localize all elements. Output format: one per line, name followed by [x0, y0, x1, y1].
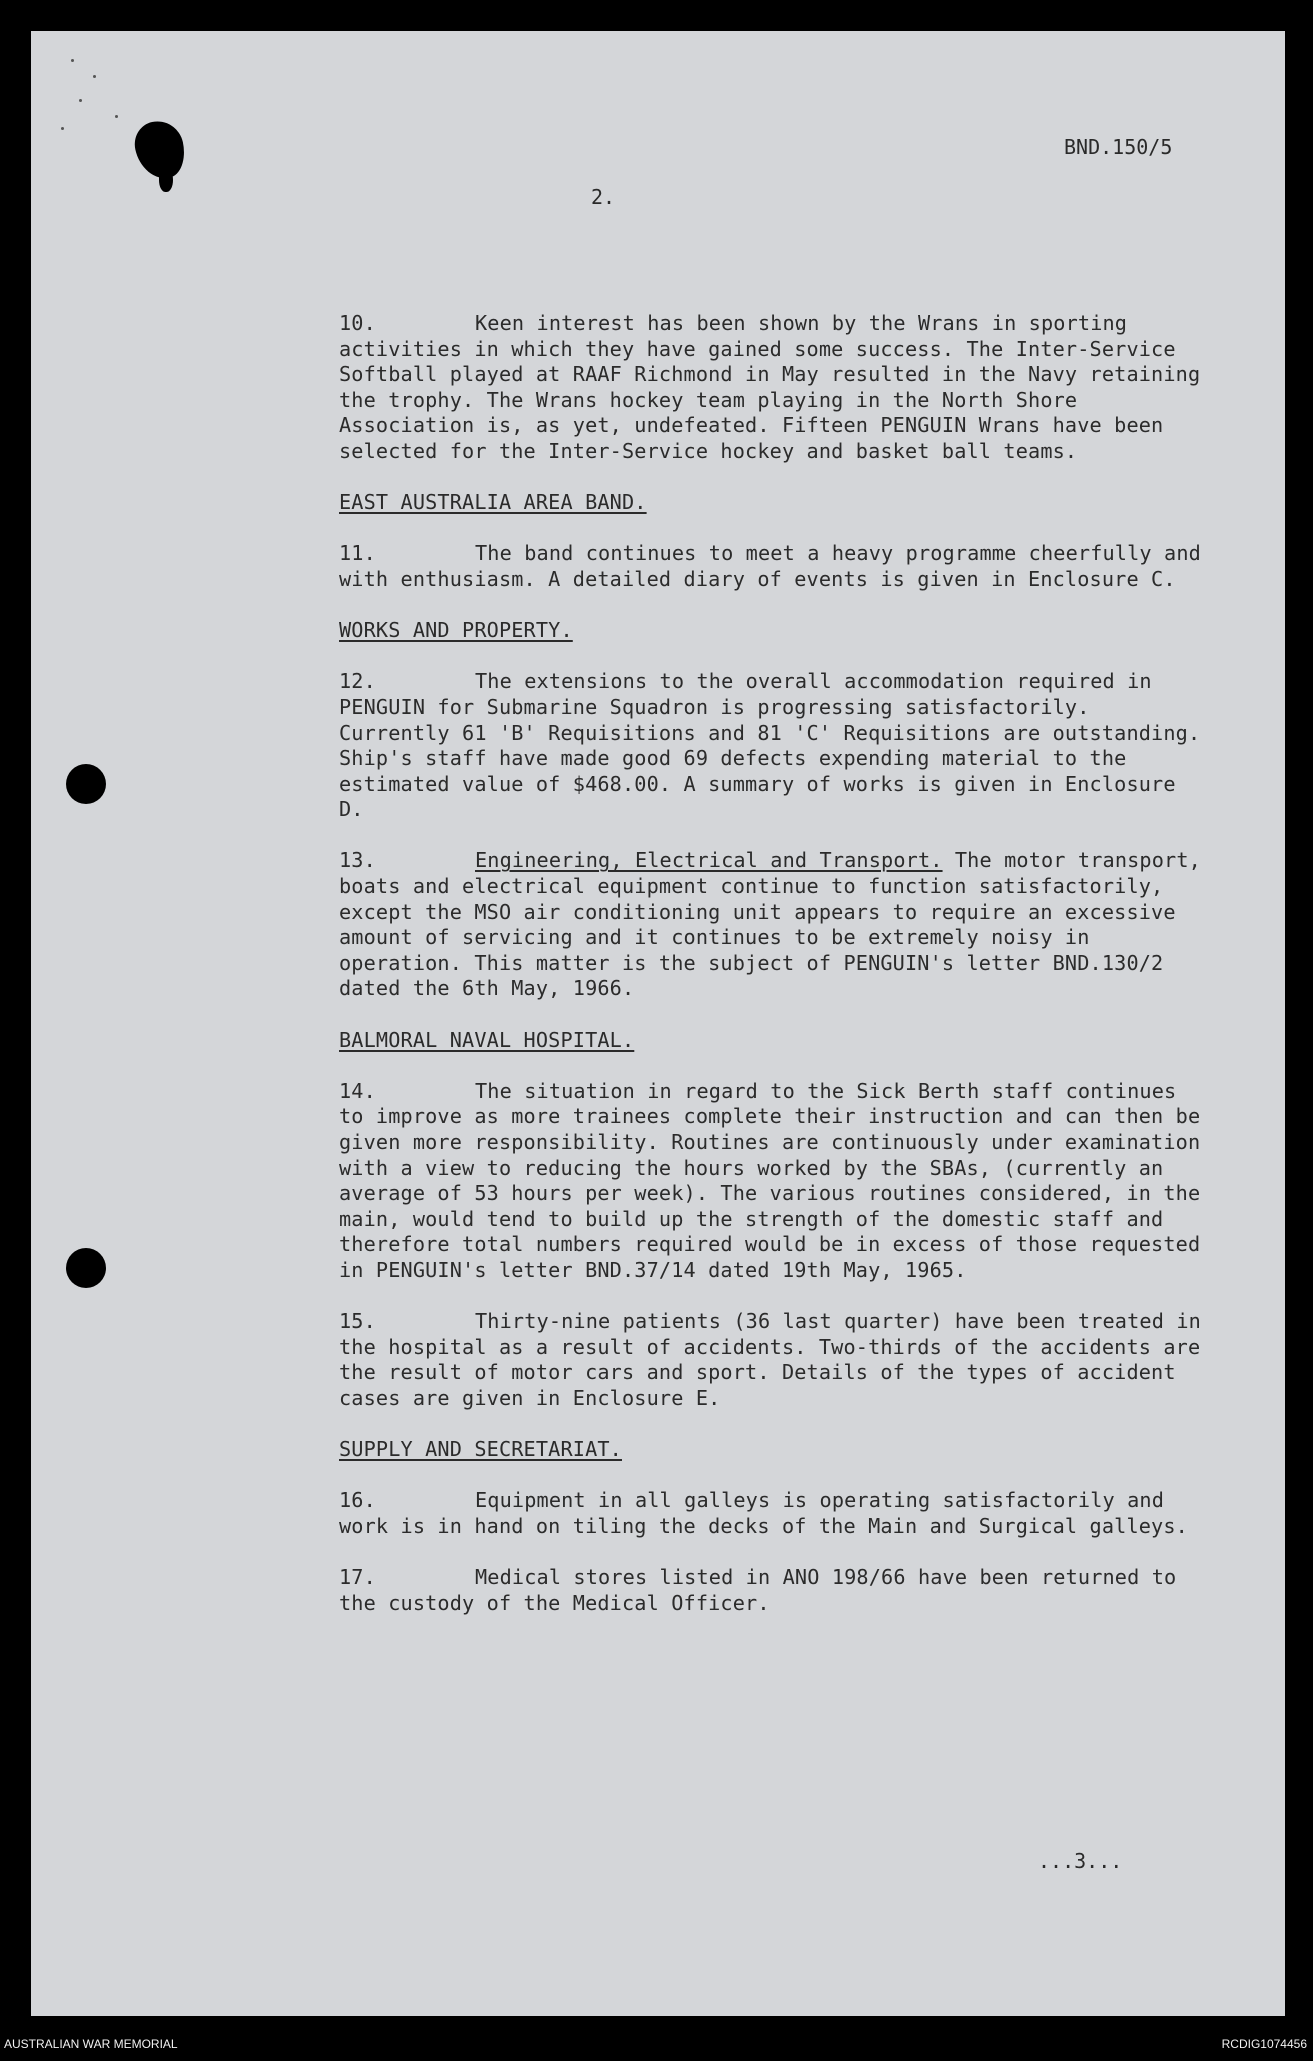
document-body: [339, 311, 1214, 1642]
ink-blot-tail: [159, 166, 173, 192]
paper-speck: [61, 127, 64, 130]
paragraph-13: [339, 848, 1214, 1002]
paragraph-text: The situation in regard to the Sick Berth staff continues to improve as more trainees complete their instruction and can then be given more responsibility. Routines are continuously under examination with a view to reducing the hours worked by the SBAs, (currently an average of 53 hours per week). The various routines considered, in the main, would tend to build up the strength of the domestic staff and therefore total numbers required would be in excess of those requested in PENGUIN's letter BND.37/14 dated 19th May, 1965.: [339, 1078, 1213, 1282]
paragraph-number: 12.: [339, 669, 376, 694]
section-heading-hospital: BALMORAL NAVAL HOSPITAL.: [339, 1027, 635, 1052]
punch-hole-bottom: [66, 1248, 106, 1288]
punch-hole-top: [66, 764, 106, 804]
paper-speck: [71, 59, 74, 62]
paragraph-number: 17.: [339, 1565, 376, 1590]
paragraph-text: Thirty-nine patients (36 last quarter) have been treated in the hospital as a result of accidents. Two-thirds of the accidents are the result of motor cars and sport. Details of the types of accident cases are given in Enclosure E.: [339, 1309, 1214, 1410]
section-heading-supply: SUPPLY AND SECRETARIAT.: [339, 1437, 622, 1462]
paragraph-14: [339, 1078, 1213, 1284]
continuation-marker: ...3...: [1038, 1849, 1123, 1873]
paragraph-text: The extensions to the overall accommodation required in PENGUIN for Submarine Squadron is progressing satisfactorily. Currently 61 'B' Requisitions and 81 'C' Requisitions are outstanding. Ship's staff have made good 69 defects expending material to the estimated value of $468.00. A summary of works is given in Enclosure D.: [339, 669, 1213, 822]
paper-speck: [115, 115, 118, 118]
paragraph-text: The motor transport, boats and electrical equipment continue to function satisfactorily, except the MSO air conditioning unit appears to require an excessive amount of servicing and it continues to be extremely noisy in operation. This matter is the subject of PENGUIN's letter BND.130/2 dated the 6th May, 1966.: [339, 848, 1214, 1001]
paragraph-12: [339, 669, 1213, 823]
paragraph-number: 13.: [339, 848, 376, 873]
paragraph-16: [339, 1488, 1209, 1539]
paragraph-subheading: Engineering, Electrical and Transport.: [475, 848, 943, 873]
paragraph-text: Medical stores listed in ANO 198/66 have been returned to the custody of the Medical Officer.: [339, 1565, 1189, 1615]
paragraph-number: 16.: [339, 1488, 376, 1513]
section-heading-works: WORKS AND PROPERTY.: [339, 618, 573, 643]
paper-speck: [93, 75, 96, 78]
document-reference: BND.150/5: [1064, 135, 1173, 159]
paragraph-text: The band continues to meet a heavy programme cheerfully and with enthusiasm. A detailed diary of events is given in Enclosure C.: [339, 541, 1214, 591]
paragraph-11: [339, 541, 1214, 592]
paragraph-text: Equipment in all galleys is operating satisfactorily and work is in hand on tiling the decks of the Main and Surgical galleys.: [339, 1488, 1188, 1538]
footer-record-id: RCDIG1074456: [1221, 2037, 1307, 2051]
paragraph-number: 10.: [339, 311, 376, 335]
paragraph-text: Keen interest has been shown by the Wrans in sporting activities in which they have gained some success. The Inter-Service Softball played at RAAF Richmond in May resulted in the Navy retaining the trophy. The Wrans hockey team playing in the North Shore Association is, as yet, undefeated. Fifteen PENGUIN Wrans have been selected for the Inter-Service hockey and basket ball teams.: [339, 311, 1213, 463]
paper-speck: [79, 99, 82, 102]
page-number: 2.: [591, 185, 616, 209]
paragraph-number: 11.: [339, 541, 376, 566]
paragraph-15: [339, 1309, 1214, 1411]
section-heading-band: EAST AUSTRALIA AREA BAND.: [339, 490, 647, 515]
paragraph-number: 15.: [339, 1309, 376, 1334]
paragraph-17: [339, 1565, 1209, 1616]
archive-footer: [0, 2016, 1313, 2061]
footer-institution: AUSTRALIAN WAR MEMORIAL: [4, 2037, 178, 2051]
paragraph-10: [339, 311, 1213, 465]
paragraph-number: 14.: [339, 1078, 376, 1103]
document-page: [31, 31, 1285, 2016]
